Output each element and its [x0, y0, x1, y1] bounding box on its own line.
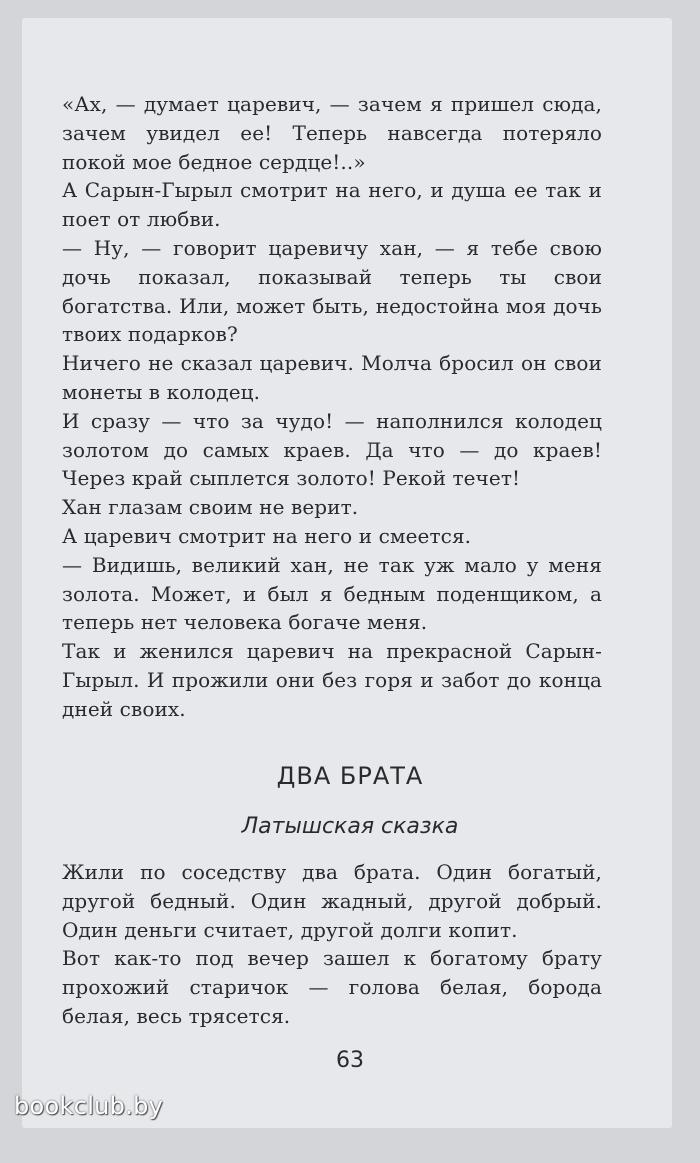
paragraph: Так и женился царевич на прекрасной Сарын-Гырыл. И прожили они без горя и забот до конца дней своих.: [62, 639, 602, 721]
paragraph: И сразу — что за чудо! — наполнился колодец золотом до самых краев. Да что — до краев! Через край сыплется золото! Рекой течет!: [62, 408, 602, 491]
paragraph: Вот как-то под вечер зашел к богатому брату прохожий старичок — голова белая, борода белая, весь трясется.: [62, 946, 602, 1028]
paragraph: — Ну, — говорит царевичу хан, — я тебе свою дочь показал, показывай теперь ты свои богатства. Или, может быть, недостойна моя дочь твоих подарков?: [62, 235, 602, 347]
story-text-top: [62, 90, 602, 724]
paragraph: А Сарын-Гырыл смотрит на него, и душа ее так и поет от любви.: [62, 178, 602, 232]
page-number: 63: [336, 1048, 364, 1073]
story-subtitle: Латышская сказка: [241, 814, 459, 839]
paragraph: — Видишь, великий хан, не так уж мало у меня золота. Может, и был я бедным поденщиком, а теперь нет человека богаче меня.: [62, 552, 602, 635]
story-text-bottom: [62, 858, 602, 1031]
paragraph: А царевич смотрит на него и смеется.: [62, 523, 472, 548]
paragraph: «Ах, — думает царевич, — зачем я пришел сюда, зачем увидел ее! Теперь навсегда потеряло покой мое бедное сердце!..»: [62, 92, 602, 174]
watermark: bookclub.by: [14, 1092, 164, 1120]
paragraph: Ничего не сказал царевич. Молча бросил он свои монеты в колодец.: [62, 351, 602, 404]
story-title: ДВА БРАТА: [276, 762, 424, 790]
paragraph: Хан глазам своим не верит.: [62, 495, 359, 520]
paragraph: Жили по соседству два брата. Один богатый, другой бедный. Один жадный, другой добрый. Один деньги считает, другой долги копит.: [62, 860, 602, 942]
